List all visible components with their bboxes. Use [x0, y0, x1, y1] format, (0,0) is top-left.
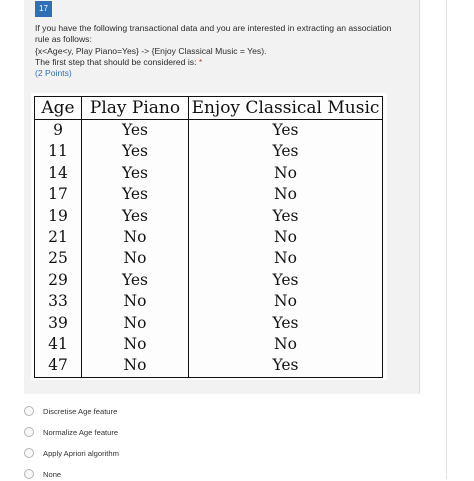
table-row [35, 334, 383, 355]
cell-enjoy-classical-music: Yes [189, 206, 383, 227]
table-row [35, 227, 383, 248]
question-line: rule as follows: [35, 34, 92, 45]
table-row [35, 206, 383, 227]
cell-enjoy-classical-music: No [189, 227, 383, 248]
question-line-last [35, 57, 413, 68]
cell-age: 41 [35, 334, 82, 355]
question-number-badge: 17 [35, 1, 52, 17]
radio-button[interactable] [24, 427, 34, 437]
cell-age: 33 [35, 291, 82, 312]
option-label: Normalize Age feature [43, 427, 119, 437]
cell-play-piano: No [82, 227, 189, 248]
cell-age: 39 [35, 313, 82, 334]
table-row [35, 270, 383, 291]
radio-button[interactable] [24, 469, 34, 479]
cell-play-piano: No [82, 291, 189, 312]
cell-enjoy-classical-music: No [189, 248, 383, 269]
cell-play-piano: Yes [82, 206, 189, 227]
cell-play-piano: Yes [82, 120, 189, 142]
required-marker: * [198, 56, 203, 67]
question-line: The first step that should be considered is: [35, 56, 197, 67]
cell-age: 17 [35, 184, 82, 205]
header-play-piano: Play Piano [82, 97, 189, 120]
cell-enjoy-classical-music: No [189, 163, 383, 184]
header-enjoy-classical-music: Enjoy Classical Music [189, 97, 383, 120]
table-row [35, 313, 383, 334]
cell-enjoy-classical-music: No [189, 334, 383, 355]
points-label: (2 Points) [35, 68, 72, 79]
table-row [35, 184, 383, 205]
transaction-table [34, 96, 383, 378]
cell-play-piano: No [82, 248, 189, 269]
table-row [35, 141, 383, 162]
cell-play-piano: Yes [82, 141, 189, 162]
cell-enjoy-classical-music: Yes [189, 141, 383, 162]
cell-age: 25 [35, 248, 82, 269]
table-row [35, 163, 383, 184]
option-discretise-age[interactable] [24, 404, 224, 418]
question-line: If you have the following transactional data and you are interested in extracting an association [35, 23, 392, 33]
cell-play-piano: No [82, 334, 189, 355]
option-normalize-age[interactable] [24, 425, 224, 439]
option-label: Apply Apriori algorithm [43, 448, 119, 458]
header-age: Age [35, 97, 82, 120]
cell-age: 19 [35, 206, 82, 227]
cell-age: 9 [35, 120, 82, 142]
option-label: None [43, 469, 62, 479]
cell-age: 47 [35, 355, 82, 377]
cell-enjoy-classical-music: Yes [189, 355, 383, 377]
cell-enjoy-classical-music: Yes [189, 270, 383, 291]
cell-play-piano: No [82, 313, 189, 334]
table-row [35, 120, 383, 142]
cell-age: 29 [35, 270, 82, 291]
cell-play-piano: Yes [82, 184, 189, 205]
cell-enjoy-classical-music: Yes [189, 313, 383, 334]
data-table-image [31, 93, 387, 380]
question-line: {x<Age<y, Play Piano=Yes} -> {Enjoy Classical Music = Yes). [35, 45, 267, 56]
table-row [35, 291, 383, 312]
cell-play-piano: No [82, 355, 189, 377]
option-label: Discretise Age feature [43, 406, 118, 416]
cell-age: 14 [35, 163, 82, 184]
radio-button[interactable] [24, 448, 34, 458]
table-row [35, 248, 383, 269]
cell-enjoy-classical-music: No [189, 291, 383, 312]
divider [446, 0, 447, 479]
option-apply-apriori[interactable] [24, 446, 224, 460]
cell-age: 11 [35, 141, 82, 162]
cell-enjoy-classical-music: Yes [189, 120, 383, 142]
cell-play-piano: Yes [82, 270, 189, 291]
table-row [35, 355, 383, 377]
cell-enjoy-classical-music: No [189, 184, 383, 205]
radio-button[interactable] [24, 406, 34, 416]
cell-age: 21 [35, 227, 82, 248]
table-header-row [35, 97, 383, 120]
cell-play-piano: Yes [82, 163, 189, 184]
question-text [35, 23, 413, 79]
